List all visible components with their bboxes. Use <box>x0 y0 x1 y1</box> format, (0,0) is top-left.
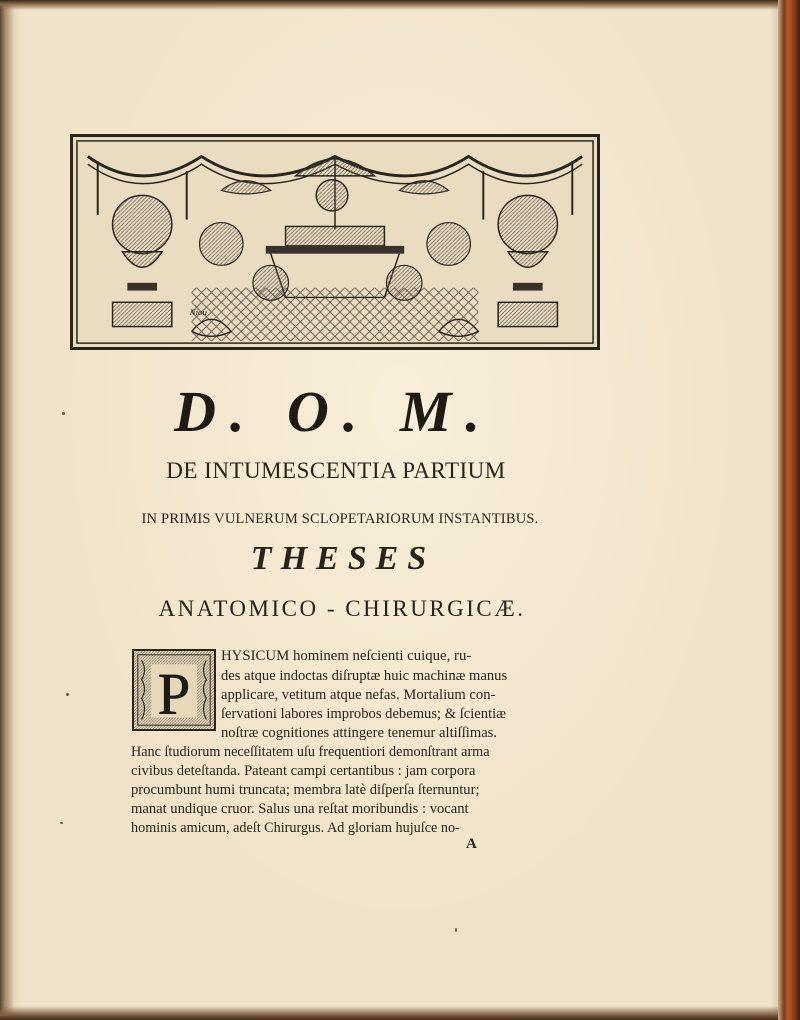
body-line-5: noſtræ cognitiones attingere tenemur altiſſimas. <box>221 725 497 741</box>
body-line-2: des atque indoctas diſruptæ huic machinæ manus <box>221 668 508 684</box>
anatomico-heading: ANATOMICO - CHIRURGICÆ. <box>158 596 526 621</box>
body-line-8: procumbunt humi truncata; membra latè diſperſa ſternuntur; <box>131 782 480 798</box>
paper-speck <box>62 412 65 415</box>
drop-cap-letter: P <box>157 660 191 727</box>
body-line-1: HYSICUM hominem neſcienti cuique, ru- <box>221 648 472 664</box>
body-line-6: Hanc ſtudiorum neceſſitatem uſu frequentiori demonſtrant arma <box>131 744 490 760</box>
signature-mark: A <box>466 836 477 852</box>
body-line-7: civibus deteſtanda. Pateant campi certantibus : jam corpora <box>131 763 476 779</box>
dom-heading: D. O. M. <box>174 379 494 444</box>
page-bottom-edge <box>0 1006 800 1020</box>
drop-cap <box>132 649 216 731</box>
body-line-10: hominis amicum, adeſt Chirurgus. Ad gloriam hujuſce no- <box>131 820 460 836</box>
drop-cap-ornament <box>134 651 214 729</box>
paper-speck <box>60 822 63 824</box>
page-fore-edge <box>778 0 800 1020</box>
paper-speck <box>455 928 457 932</box>
body-line-3: applicare, vetitum atque nefas. Mortalium con- <box>221 687 496 703</box>
body-line-4: ſervationi labores improbos debemus; & ſcientiæ <box>221 706 506 722</box>
page-top-edge <box>0 0 800 10</box>
engraver-signature: Niou <box>189 306 207 317</box>
headpiece-engraving <box>73 137 597 347</box>
subtitle-line: IN PRIMIS VULNERUM SCLOPETARIORUM INSTANTIBUS. <box>141 511 539 527</box>
engraved-headpiece <box>70 134 600 350</box>
theses-heading: THESES <box>250 540 436 577</box>
page-gutter-shadow <box>0 0 14 1020</box>
title-line: DE INTUMESCENTIA PARTIUM <box>166 458 506 483</box>
body-line-9: manat undique cruor. Salus una reſtat moribundis : vocant <box>131 801 469 817</box>
paper-speck <box>66 693 69 696</box>
